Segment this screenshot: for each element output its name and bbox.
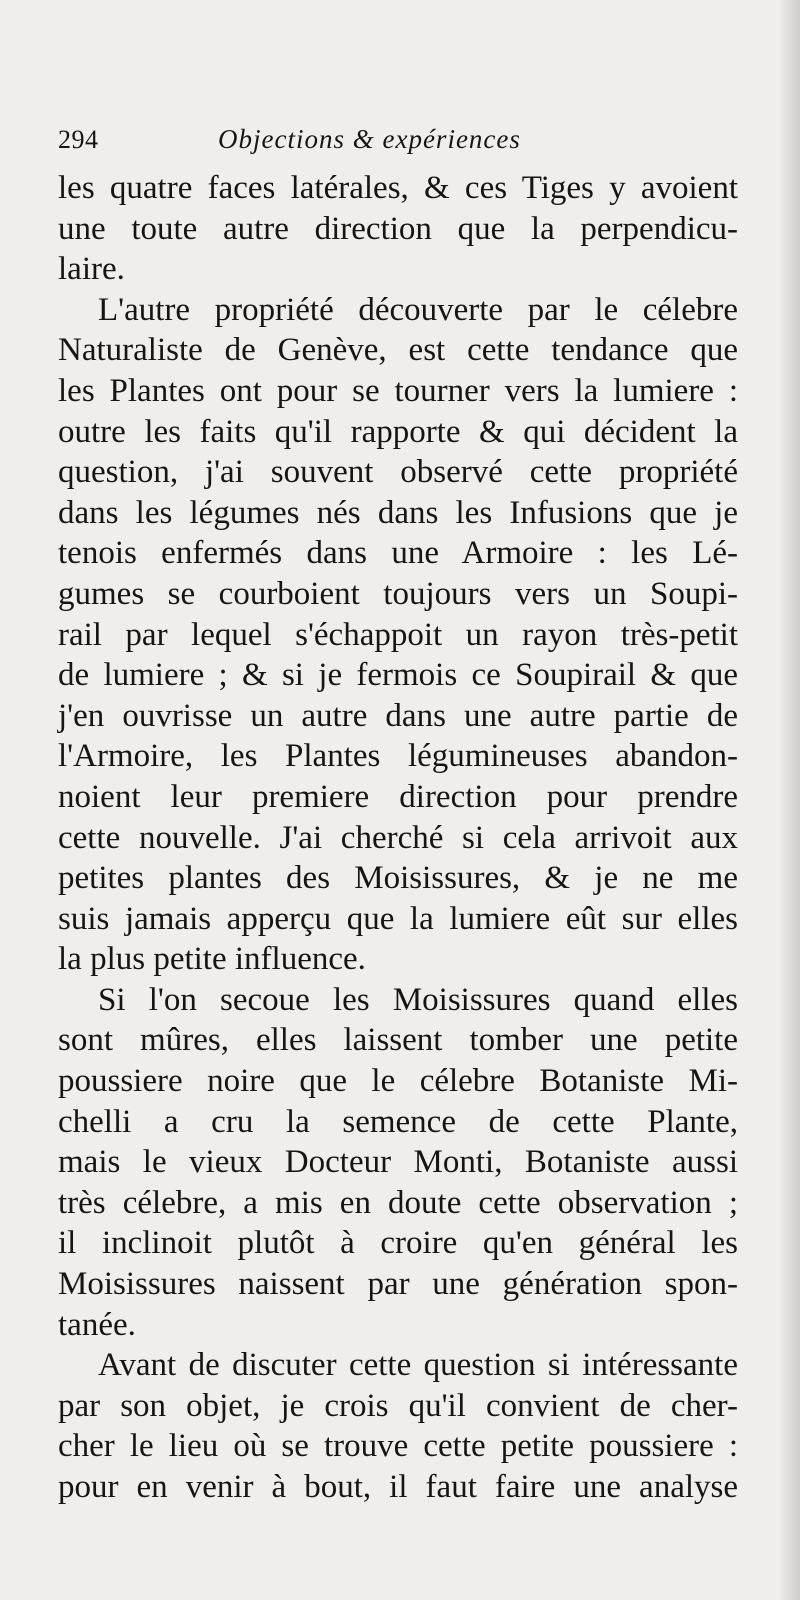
text-line: laire. — [58, 251, 125, 288]
text-line: il inclinoit plutôt à croire qu'en général les — [58, 1225, 738, 1262]
text-line: question, j'ai souvent observé cette propriété — [58, 454, 738, 491]
text-line: poussiere noire que le célebre Botaniste Mi- — [58, 1063, 738, 1100]
text-line: suis jamais apperçu que la lumiere eût sur elles — [58, 900, 738, 937]
paragraph-start: Si l'on secoue les Moisissures quand elles — [98, 981, 738, 1018]
text-line: outre les faits qu'il rapporte & qui décident la — [58, 413, 738, 450]
text-line: Naturaliste de Genève, est cette tendance que — [58, 332, 738, 369]
gutter-shadow — [778, 0, 800, 1600]
text-line: petites plantes des Moisissures, & je ne me — [58, 860, 738, 897]
running-title: Objections & expériences — [218, 124, 521, 154]
running-head — [58, 124, 738, 168]
text-line: j'en ouvrisse un autre dans une autre partie de — [58, 697, 738, 734]
text-line: par son objet, je crois qu'il convient de cher- — [58, 1387, 738, 1424]
text-line: l'Armoire, les Plantes légumineuses abandon- — [58, 738, 738, 775]
text-line: noient leur premiere direction pour prendre — [58, 778, 738, 815]
text-line: tenois enfermés dans une Armoire : les Lé- — [58, 535, 738, 572]
paragraph-start: Avant de discuter cette question si intéressante — [98, 1347, 738, 1384]
text-line: dans les légumes nés dans les Infusions que je — [58, 494, 738, 531]
text-block — [58, 124, 738, 1508]
text-line: les quatre faces latérales, & ces Tiges y avoient — [58, 170, 738, 206]
text-line: très célebre, a mis en doute cette observation ; — [58, 1184, 738, 1221]
text-line: mais le vieux Docteur Monti, Botaniste aussi — [58, 1144, 738, 1181]
text-line: cette nouvelle. J'ai cherché si cela arrivoit aux — [58, 819, 738, 856]
text-line: chelli a cru la semence de cette Plante, — [58, 1103, 738, 1140]
text-line: rail par lequel s'échappoit un rayon très-petit — [58, 616, 738, 653]
page-number: 294 — [58, 125, 99, 154]
paragraph-start: L'autre propriété découverte par le célebre — [98, 291, 738, 328]
text-line: cher le lieu où se trouve cette petite poussiere : — [58, 1428, 738, 1465]
text-line: sont mûres, elles laissent tomber une petite — [58, 1022, 738, 1059]
text-line: gumes se courboient toujours vers un Soupi- — [58, 575, 738, 612]
text-line: Moisissures naissent par une génération spon- — [58, 1266, 738, 1303]
text-line: une toute autre direction que la perpendicu- — [58, 210, 738, 247]
text-line: de lumiere ; & si je fermois ce Soupirail & que — [58, 657, 738, 694]
text-line: pour en venir à bout, il faut faire une analyse — [58, 1469, 738, 1505]
text-line: les Plantes ont pour se tourner vers la lumiere : — [58, 372, 738, 409]
text-line: tanée. — [58, 1306, 136, 1343]
text-line: la plus petite influence. — [58, 941, 366, 978]
